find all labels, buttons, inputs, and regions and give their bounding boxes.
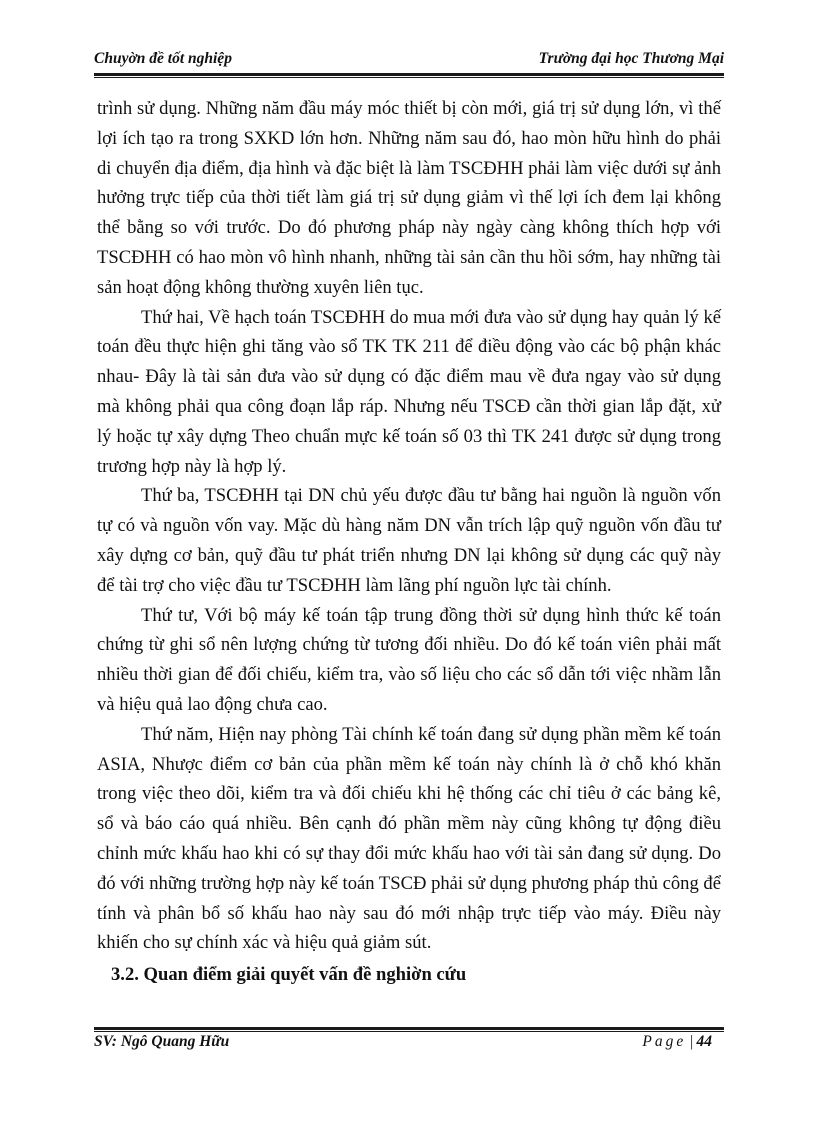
paragraph-thu-hai: Thứ hai, Về hạch toán TSCĐHH do mua mới đưa vào sử dụng hay quản lý kế toán đều thực hiện ghi tăng vào sổ TK TK 211 để điều động vào các bộ phận khác nhau- Đây là tài sản đưa vào sử dụng có đặc điểm mau về đưa ngay vào sử dụng mà không phải qua công đoạn lắp ráp. Nhưng nếu TSCĐ cần thời gian lắp đặt, xử lý hoặc tự xây dựng Theo chuẩn mực kế toán số 03 thì TK 241 được sử dụng trong trương hợp này là hợp lý.	[97, 306, 721, 477]
header-divider	[94, 73, 724, 78]
paragraph-thu-tu: Thứ tư, Với bộ máy kế toán tập trung đồng thời sử dụng hình thức kế toán chứng từ ghi sổ nên lượng chứng từ tương đối nhiều. Do đó kế toán viên phải mất nhiều thời gian để đối chiếu, kiểm tra, vào số liệu cho các sổ dẫn tới việc nhầm lẫn và hiệu quả lao động chưa cao.	[97, 604, 721, 715]
header-thesis-title: Chuyờn đề tốt nghiệp	[94, 50, 232, 67]
footer-page-number: 44	[696, 1033, 712, 1050]
document-body	[97, 94, 721, 990]
footer-divider	[94, 1027, 724, 1032]
paragraph-thu-ba: Thứ ba, TSCĐHH tại DN chủ yếu được đầu tư bằng hai nguồn là nguồn vốn tự có và nguồn vốn vay. Mặc dù hàng năm DN vẫn trích lập quỹ nguồn vốn đầu tư xây dựng cơ bản, quỹ đầu tư phát triển nhưng DN lại không sử dụng các quỹ này để tài trợ cho việc đầu tư TSCĐHH làm lãng phí nguồn lực tài chính.	[97, 485, 721, 596]
footer-student-name: SV: Ngô Quang Hữu	[94, 1033, 230, 1050]
page-header	[94, 50, 724, 74]
footer-page-label: Page	[642, 1033, 687, 1050]
page-footer	[94, 1033, 724, 1057]
header-university: Trường đại học Thương Mại	[538, 50, 724, 67]
paragraph-continuation: trình sử dụng. Những năm đầu máy móc thiết bị còn mới, giá trị sử dụng lớn, vì thế lợi ích tạo ra trong SXKD lớn hơn. Những năm sau đó, hao mòn hữu hình do phải di chuyển địa điểm, địa hình và đặc biệt là làm TSCĐHH phải làm việc dưới sự ảnh hưởng trực tiếp của thời tiết làm giá trị sử dụng giảm vì thế lợi ích đem lại không thể bằng so với trước. Do đó phương pháp này ngày càng không thích hợp với TSCĐHH có hao mòn vô hình nhanh, những tài sản cần thu hồi sớm, hay những tài sản hoạt động không thường xuyên liên tục.	[97, 98, 721, 298]
footer-page-indicator	[642, 1033, 712, 1051]
footer-page-separator: |	[689, 1033, 694, 1050]
paragraph-thu-nam: Thứ năm, Hiện nay phòng Tài chính kế toán đang sử dụng phần mềm kế toán ASIA, Nhược điểm cơ bản của phần mềm kế toán này chính là ở chỗ khó khăn trong việc theo dõi, kiểm tra và đối chiếu khi hệ thống các chỉ tiêu ở các bảng kê, sổ và báo cáo quá nhiều. Bên cạnh đó phần mềm này cũng không tự động điều chỉnh mức khấu hao khi có sự thay đổi mức khấu hao với tài sản đang sử dụng. Do đó với những trường hợp này kế toán TSCĐ phải sử dụng phương pháp thủ công để tính và phân bổ số khấu hao này sau đó mới nhập trực tiếp vào máy. Điều này khiến cho sự chính xác và hiệu quả giảm sút.	[97, 723, 721, 954]
section-heading: 3.2. Quan điểm giải quyết vấn đề nghiờn cứu	[111, 964, 467, 986]
